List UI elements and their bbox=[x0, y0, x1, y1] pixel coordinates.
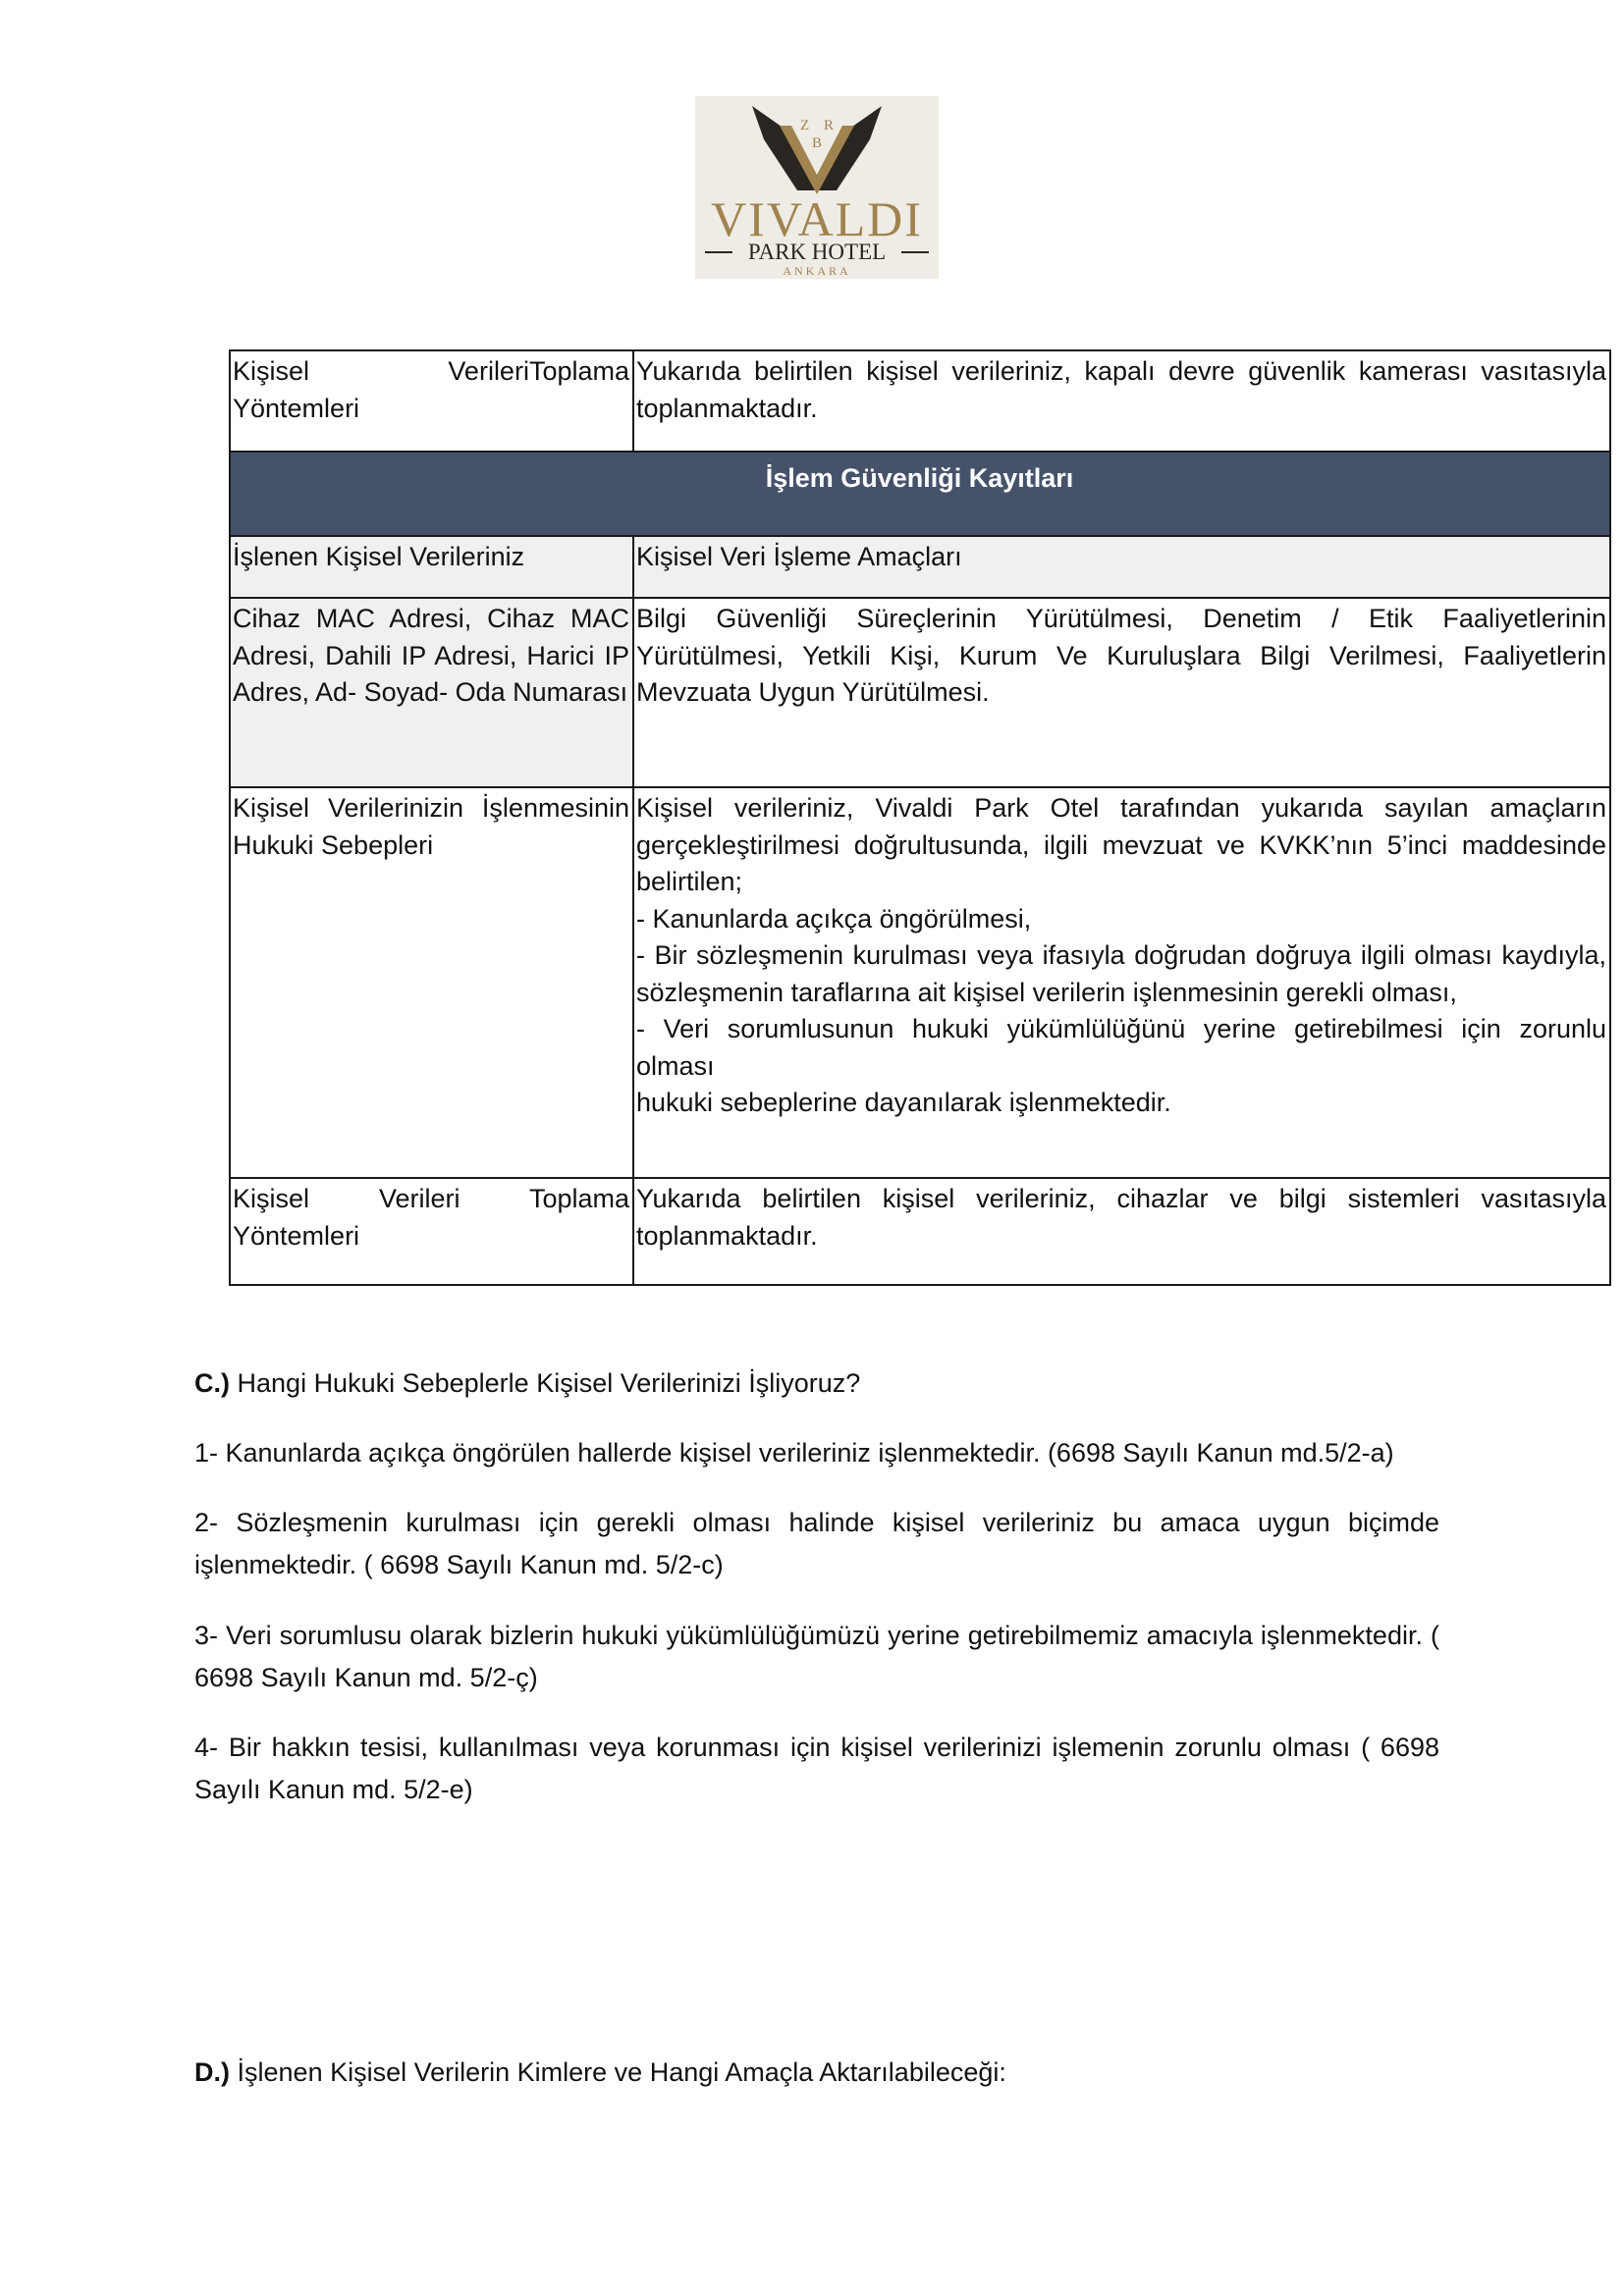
section-title: İşlem Güvenliği Kayıtları bbox=[230, 452, 1610, 536]
section-d-prefix: D.) bbox=[194, 2057, 230, 2087]
table-row-data-purposes bbox=[230, 598, 1610, 787]
row-label-cell bbox=[230, 1178, 633, 1285]
row-label-cell bbox=[230, 598, 633, 787]
row-value-cell bbox=[633, 598, 1610, 787]
row-value-cell bbox=[633, 1178, 1610, 1285]
legal-ground-item: - Bir sözleşmenin kurulması veya ifasıyla doğrudan doğruya ilgili olması kaydıyla, bbox=[636, 940, 1606, 970]
row-value-line: Yürütülmesi, Yetkili Kişi, Kurum Ve Kuruluşlara Bilgi Verilmesi, Faaliyetlerin bbox=[636, 640, 1606, 670]
row-label-cell bbox=[230, 787, 633, 1178]
logo-initial-z: Z bbox=[800, 118, 810, 133]
section-c-heading bbox=[194, 1362, 1439, 1405]
row-label-line: Adres, Ad- Soyad- Oda Numarası bbox=[233, 677, 628, 707]
legal-grounds-intro-line: belirtilen; bbox=[636, 867, 743, 896]
row-label-line: Hukuki Sebepleri bbox=[233, 829, 434, 860]
row-label-line: Adresi, Dahili IP Adresi, Harici IP bbox=[233, 640, 629, 670]
row-label-line: Kişisel Verilerinizin İşlenmesinin bbox=[233, 793, 629, 823]
row-label-cell bbox=[230, 350, 633, 452]
legal-ground-item: - Kanunlarda açıkça öngörülmesi, bbox=[636, 903, 1032, 934]
logo-initial-b: B bbox=[812, 135, 823, 151]
section-c-prefix: C.) bbox=[194, 1368, 230, 1398]
table-row-collection-methods-systems bbox=[230, 1178, 1610, 1285]
column-header-purposes: Kişisel Veri İşleme Amaçları bbox=[633, 536, 1610, 598]
logo-initial-r: R bbox=[824, 118, 835, 133]
legal-grounds-intro-line: gerçekleştirilmesi doğrultusunda, ilgili mevzuat ve KVKK’nın 5’inci maddesinde bbox=[636, 829, 1606, 860]
legal-ground-item: sözleşmenin taraflarına ait kişisel verilerin işlenmesinin gerekli olması, bbox=[636, 977, 1457, 1007]
row-label-line: Cihaz MAC Adresi, Cihaz MAC bbox=[233, 604, 629, 633]
row-label-line: Kişisel Verileri Toplama bbox=[233, 1184, 629, 1213]
row-value-line: Mevzuata Uygun Yürütülmesi. bbox=[636, 677, 990, 707]
logo-city: ANKARA bbox=[783, 264, 851, 278]
row-value-line: Yukarıda belirtilen kişisel verileriniz, cihazlar ve bilgi sistemleri vasıtasıyla bbox=[636, 1184, 1606, 1213]
legal-ground-item: - Veri sorumlusunun hukuki yükümlülüğünü yerine getirebilmesi için zorunlu bbox=[636, 1014, 1606, 1043]
row-value-line: Yukarıda belirtilen kişisel verileriniz, kapalı devre güvenlik kamerası vasıtasıyla bbox=[636, 356, 1606, 386]
row-value-line: toplanmaktadır. bbox=[636, 393, 818, 423]
row-value-cell bbox=[633, 350, 1610, 452]
data-processing-table bbox=[229, 349, 1611, 1286]
section-d-heading bbox=[194, 2052, 1439, 2094]
row-label-line: Kişisel VerileriToplama bbox=[233, 356, 629, 386]
row-label-line: Yöntemleri bbox=[233, 393, 360, 423]
table-column-header-row bbox=[230, 536, 1610, 598]
legal-reason-item-3: 3- Veri sorumlusu olarak bizlerin hukuki yükümlülüğümüzü yerine getirebilmemiz amacıyla işlenmektedir. ( 6698 Sayılı Kanun md. 5/2-ç) bbox=[194, 1621, 1439, 1692]
table-row-collection-methods-camera bbox=[230, 350, 1610, 452]
legal-reason-item-2: 2- Sözleşmenin kurulması için gerekli olması halinde kişisel verileriniz bu amaca uygun biçimde işlenmektedir. ( 6698 Sayılı Kanun md. 5/2-c) bbox=[194, 1508, 1439, 1579]
logo-emblem bbox=[695, 96, 939, 279]
logo-name: VIVALDI bbox=[711, 191, 923, 246]
legal-grounds-closing: hukuki sebeplerine dayanılarak işlenmektedir. bbox=[636, 1088, 1171, 1117]
section-d-title: İşlenen Kişisel Verilerin Kimlere ve Hangi Amaçla Aktarılabileceği: bbox=[237, 2057, 1006, 2087]
row-value-line: Bilgi Güvenliği Süreçlerinin Yürütülmesi, Denetim / Etik Faaliyetlerinin bbox=[636, 604, 1606, 633]
row-label-line: Yöntemleri bbox=[233, 1220, 360, 1251]
legal-ground-item: olması bbox=[636, 1050, 715, 1081]
table-section-header-row bbox=[230, 452, 1610, 536]
legal-reason-item-1: 1- Kanunlarda açıkça öngörülen hallerde kişisel verileriniz işlenmektedir. (6698 Sayılı Kanun md.5/2-a) bbox=[194, 1438, 1394, 1468]
legal-grounds-intro-line: Kişisel verileriniz, Vivaldi Park Otel tarafından yukarıda sayılan amaçların bbox=[636, 793, 1606, 823]
table-row-legal-grounds bbox=[230, 787, 1610, 1178]
column-header-processed-data: İşlenen Kişisel Verileriniz bbox=[230, 536, 633, 598]
hotel-logo bbox=[695, 96, 939, 279]
logo-subtitle: PARK HOTEL bbox=[747, 240, 887, 264]
row-value-line: toplanmaktadır. bbox=[636, 1220, 818, 1251]
section-c-title: Hangi Hukuki Sebeplerle Kişisel Verilerinizi İşliyoruz? bbox=[237, 1368, 861, 1398]
row-value-cell bbox=[633, 787, 1610, 1178]
legal-reason-item-4: 4- Bir hakkın tesisi, kullanılması veya korunması için kişisel verilerinizi işlemenin zorunlu olması ( 6698 Sayılı Kanun md. 5/2-e) bbox=[194, 1733, 1439, 1804]
